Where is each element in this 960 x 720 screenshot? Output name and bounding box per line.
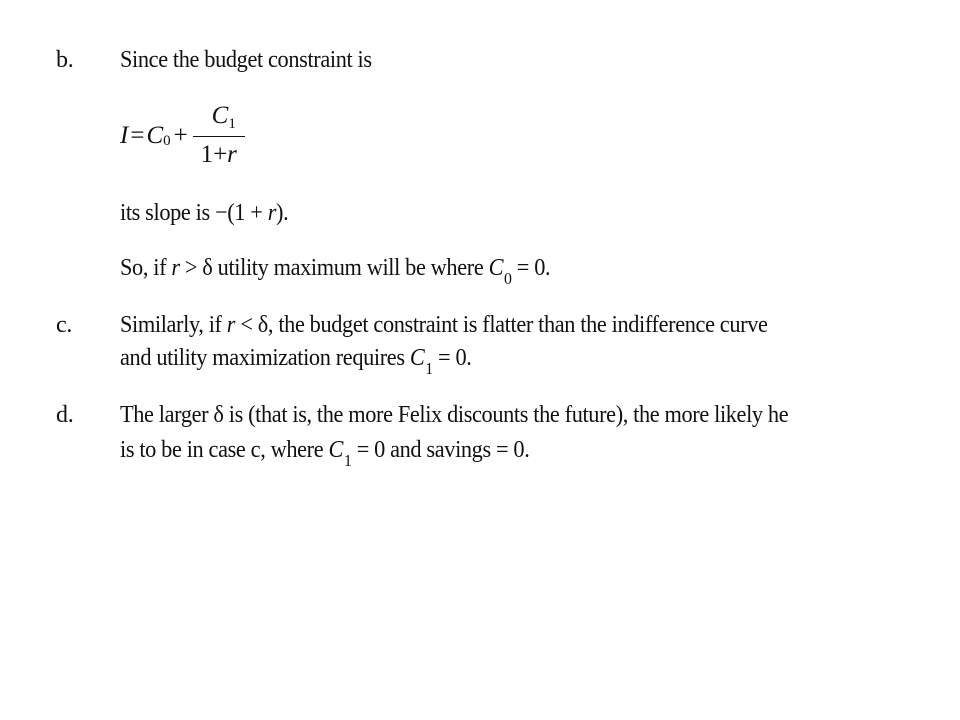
part-c-line1 — [120, 310, 768, 340]
item-marker-b: b. — [56, 47, 74, 73]
formula-fraction — [193, 101, 245, 172]
formula-c1-sub: 1 — [228, 115, 236, 132]
d-line2-c-var: C — [328, 437, 344, 463]
c-line2-c-sub: 1 — [425, 359, 433, 378]
formula-plus: + — [173, 122, 188, 149]
formula-c0-var: C — [146, 122, 164, 149]
slope-text: its slope is −(1 + — [120, 200, 268, 226]
part-d-line2 — [120, 435, 530, 470]
c-line1-r: r — [226, 312, 236, 338]
d-line2-c-sub: 1 — [343, 451, 352, 470]
so-end: = 0. — [511, 255, 551, 281]
so-c-sub: 0 — [504, 269, 512, 288]
formula-c1-var: C — [211, 101, 229, 129]
budget-constraint-formula — [120, 96, 245, 176]
c-line2-c-var: C — [409, 345, 425, 371]
formula-income-var: I — [120, 122, 129, 149]
slope-r: r — [267, 200, 277, 226]
c-line1-end: < δ, the budget constraint is flatter than the indifference curve — [235, 312, 768, 338]
formula-numerator — [198, 101, 240, 136]
formula-den-one: 1 — [200, 141, 214, 169]
formula-den-plus: + — [213, 141, 228, 169]
so-c-var: C — [488, 255, 504, 281]
so-middle: > δ utility maximum will be where — [179, 255, 489, 281]
part-d-line1: The larger δ is (that is, the more Felix discounts the future), the more likely he — [120, 402, 789, 428]
so-if: So, if — [120, 255, 172, 281]
c-line2-end: = 0. — [432, 345, 472, 371]
part-b-slope — [120, 198, 288, 228]
slope-end: ). — [276, 200, 289, 226]
d-line2-end: = 0 and savings = 0. — [351, 437, 530, 463]
formula-c0-sub: 0 — [163, 132, 171, 149]
formula-denominator — [201, 137, 237, 171]
item-marker-d: d. — [56, 402, 74, 428]
item-marker-c: c. — [56, 312, 73, 338]
part-b-conclusion — [120, 253, 551, 288]
d-line2-start: is to be in case c, where — [120, 437, 329, 463]
part-c-line2 — [120, 343, 472, 378]
so-r: r — [171, 255, 180, 281]
formula-den-r: r — [227, 141, 237, 169]
formula-equals: = — [130, 122, 145, 149]
part-b-intro: Since the budget constraint is — [120, 47, 372, 73]
c-line2-start: and utility maximization requires — [120, 345, 410, 371]
c-line1-start: Similarly, if — [120, 312, 227, 338]
